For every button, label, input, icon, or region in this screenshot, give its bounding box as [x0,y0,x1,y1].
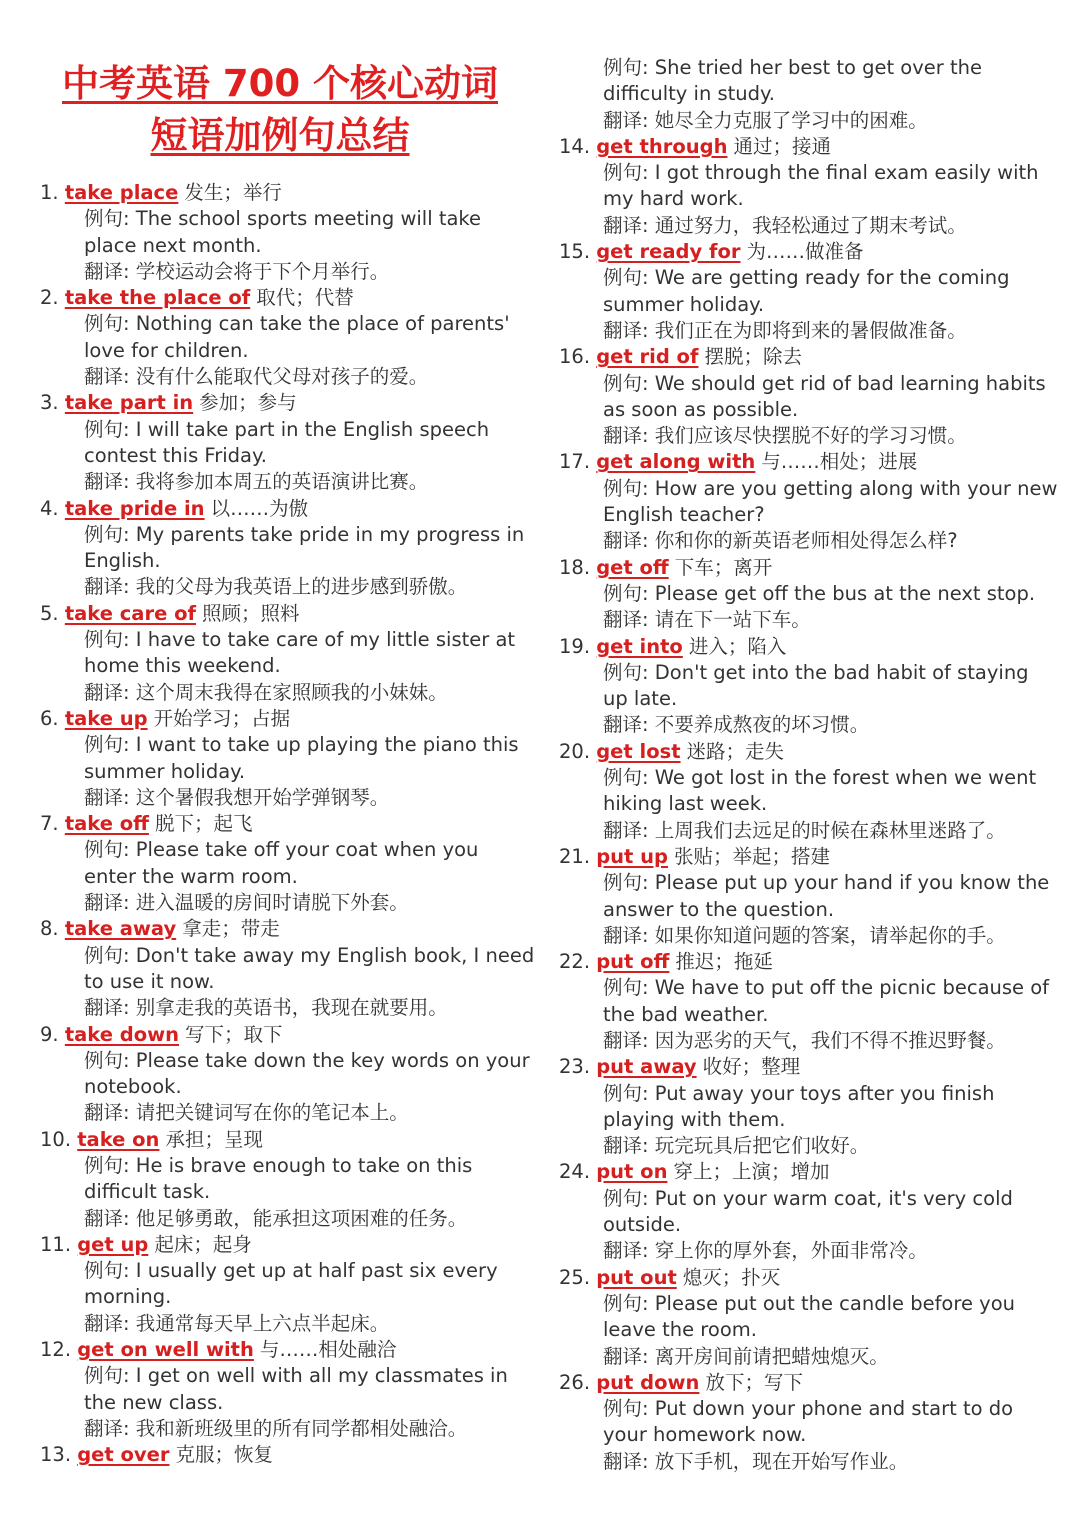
page-title [30,58,530,162]
translation-label: 翻译: [603,1028,655,1052]
example-text: We have to put off the picnic because of the bad weather. [603,976,1050,1026]
phrase-entry [40,285,535,390]
phrase-header [559,949,1059,975]
translation-sentence [559,423,1059,449]
translation-text: 我们应该尽快摆脱不好的学习习惯。 [654,424,967,448]
translation-label: 翻译: [84,680,136,704]
entry-number: 23. [559,1055,591,1079]
translation-label: 翻译: [603,1239,655,1263]
phrase-meaning: 摆脱；除去 [704,345,802,369]
phrase-entry [40,601,535,706]
entry-number: 18. [559,555,591,579]
phrase-header [40,601,535,627]
verb-phrase: take care of [64,601,196,625]
translation-sentence [559,712,1059,738]
translation-text: 通过努力，我轻松通过了期末考试。 [654,213,967,237]
phrase-meaning: 进入；陷入 [688,634,787,658]
verb-phrase: take away [64,917,177,941]
phrase-meaning: 克服；恢复 [175,1443,273,1467]
translation-text: 我的父母为我英语上的进步感到骄傲。 [135,575,468,599]
phrase-entry [559,1054,1059,1159]
entry-number: 20. [559,739,591,763]
phrase-entry [559,55,1059,134]
phrase-entry [559,344,1059,449]
title-line-1: 中考英语 700 个核心动词 [62,62,498,105]
translation-label: 翻译: [84,1311,136,1335]
translation-sentence [559,1028,1059,1054]
example-sentence [559,581,1059,607]
phrase-entry [40,706,535,811]
translation-label: 翻译: [603,923,655,947]
phrase-header [40,1442,535,1468]
example-sentence [40,627,535,680]
translation-text: 放下手机，现在开始写作业。 [654,1449,909,1473]
example-label: 例句: [603,1081,655,1105]
entry-number: 17. [559,450,591,474]
example-label: 例句: [603,266,655,290]
verb-phrase: get on well with [77,1338,254,1362]
right-column [559,55,1059,1475]
example-text: I get on well with all my classmates in the new class. [84,1364,508,1414]
example-label: 例句: [603,976,655,1000]
phrase-entry [40,390,535,495]
example-sentence [40,522,535,575]
verb-phrase: put away [596,1055,697,1079]
phrase-meaning: 迷路；走失 [686,739,785,763]
translation-sentence [559,213,1059,239]
entry-number: 5. [40,601,59,625]
translation-text: 没有什么能取代父母对孩子的爱。 [135,365,429,389]
example-sentence [559,975,1059,1028]
translation-label: 翻译: [603,818,655,842]
phrase-meaning: 取代；代替 [256,286,354,310]
example-label: 例句: [84,417,136,441]
verb-phrase: get ready for [596,240,741,264]
example-label: 例句: [84,1364,136,1388]
example-text: We got lost in the forest when we went hiking last week. [603,766,1037,816]
example-label: 例句: [84,207,136,231]
phrase-header [40,1232,535,1258]
example-sentence [559,55,1059,108]
translation-label: 翻译: [84,575,136,599]
translation-sentence [40,364,535,390]
verb-phrase: take the place of [64,286,251,310]
phrase-header [559,739,1059,765]
phrase-meaning: 写下；取下 [185,1022,283,1046]
phrase-entry [40,1232,535,1337]
verb-phrase: get rid of [596,345,699,369]
translation-label: 翻译: [603,108,655,132]
translation-text: 离开房间前请把蜡烛熄灭。 [654,1344,889,1368]
translation-sentence [40,890,535,916]
example-text: She tried her best to get over the difficulty in study. [603,56,982,106]
example-text: Please put up your hand if you know the answer to the question. [603,871,1050,921]
phrase-meaning: 放下；写下 [705,1370,803,1394]
phrase-entry [40,1337,535,1442]
translation-label: 翻译: [84,996,136,1020]
translation-label: 翻译: [84,470,136,494]
phrase-header [40,180,535,206]
translation-sentence [40,1416,535,1442]
example-sentence [559,660,1059,713]
example-label: 例句: [84,1048,136,1072]
example-label: 例句: [603,161,655,185]
example-sentence [40,1258,535,1311]
example-label: 例句: [84,1259,136,1283]
translation-text: 我将参加本周五的英语演讲比赛。 [135,470,429,494]
phrase-entry [559,134,1059,239]
example-label: 例句: [603,581,655,605]
example-text: Please take off your coat when you enter the warm room. [84,838,479,888]
phrase-meaning: 以……为傲 [210,496,309,520]
example-sentence [559,1186,1059,1239]
example-label: 例句: [84,628,136,652]
example-text: I will take part in the English speech contest this Friday. [84,417,490,467]
entry-number: 15. [559,240,591,264]
phrase-meaning: 推迟；拖延 [675,950,773,974]
translation-text: 我们正在为即将到来的暑假做准备。 [654,318,967,342]
example-label: 例句: [603,660,655,684]
example-label: 例句: [603,871,655,895]
phrase-entry [40,1127,535,1232]
verb-phrase: take off [64,812,149,836]
translation-text: 我通常每天早上六点半起床。 [135,1311,390,1335]
example-text: Please take down the key words on your notebook. [84,1048,530,1099]
entry-number: 8. [40,917,59,941]
translation-sentence [559,108,1059,134]
translation-text: 别拿走我的英语书，我现在就要用。 [135,996,448,1020]
translation-label: 翻译: [84,1101,136,1125]
example-text: Put down your phone and start to do your homework now. [603,1397,1014,1447]
translation-text: 学校运动会将于下个月举行。 [135,259,390,283]
example-text: I want to take up playing the piano this summer holiday. [84,733,519,783]
phrase-header [40,1337,535,1363]
verb-phrase: take pride in [64,496,205,520]
translation-label: 翻译: [84,891,136,915]
translation-sentence [40,785,535,811]
example-text: I usually get up at half past six every morning. [84,1259,498,1309]
example-label: 例句: [603,1397,655,1421]
phrase-header [40,285,535,311]
example-label: 例句: [84,943,136,967]
translation-label: 翻译: [84,1416,136,1440]
phrase-entry [559,555,1059,634]
phrase-header [40,811,535,837]
verb-phrase: take on [77,1127,160,1151]
example-sentence [40,732,535,785]
entry-number: 25. [559,1265,591,1289]
example-sentence [559,371,1059,424]
phrase-header [40,706,535,732]
entry-number: 24. [559,1160,591,1184]
entry-number: 4. [40,496,59,520]
translation-sentence [40,1206,535,1232]
translation-sentence [40,574,535,600]
phrase-meaning: 为……做准备 [746,240,864,264]
translation-label: 翻译: [603,318,655,342]
translation-sentence [559,818,1059,844]
entry-number: 19. [559,634,591,658]
entry-number: 12. [40,1338,72,1362]
example-text: He is brave enough to take on this difficult task. [84,1153,473,1204]
example-label: 例句: [84,1153,136,1177]
translation-sentence [559,1344,1059,1370]
translation-sentence [559,1133,1059,1159]
example-sentence [40,837,535,890]
phrase-entry [40,1022,535,1127]
verb-phrase: put out [596,1265,677,1289]
phrase-header [40,916,535,942]
verb-phrase: get into [596,634,683,658]
translation-text: 不要养成熬夜的坏习惯。 [654,713,870,737]
translation-sentence [40,469,535,495]
example-sentence [559,1396,1059,1449]
translation-text: 请在下一站下车。 [654,608,811,632]
phrase-header [559,1159,1059,1185]
entry-number: 13. [40,1443,72,1467]
verb-phrase: get over [77,1443,170,1467]
example-text: Don't take away my English book, I need to use it now. [84,943,535,993]
example-text: Please put out the candle before you leave the room. [603,1291,1015,1342]
verb-phrase: take part in [64,391,194,415]
example-label: 例句: [603,1186,655,1210]
translation-text: 你和你的新英语老师相处得怎么样? [654,529,958,553]
example-label: 例句: [84,733,136,757]
translation-label: 翻译: [84,785,136,809]
translation-label: 翻译: [603,1449,655,1473]
translation-label: 翻译: [603,424,655,448]
phrase-entry [559,1159,1059,1264]
translation-label: 翻译: [84,259,136,283]
entry-number: 3. [40,391,59,415]
translation-label: 翻译: [603,1344,655,1368]
phrase-entry [559,739,1059,844]
example-label: 例句: [603,56,655,79]
example-sentence [559,160,1059,213]
entry-number: 21. [559,844,591,868]
entry-number: 2. [40,286,59,310]
phrase-entry [40,811,535,916]
phrase-header [559,555,1059,581]
example-label: 例句: [84,838,136,862]
entry-number: 11. [40,1232,72,1256]
translation-text: 玩完玩具后把它们收好。 [654,1134,870,1158]
example-sentence [40,417,535,470]
translation-sentence [559,607,1059,633]
phrase-entry [559,844,1059,949]
phrase-meaning: 与……相处融洽 [259,1338,397,1362]
translation-sentence [40,1311,535,1337]
verb-phrase: get through [596,134,728,158]
entry-number: 1. [40,181,59,204]
example-text: We are getting ready for the coming summer holiday. [603,266,1010,316]
translation-label: 翻译: [603,713,655,737]
example-text: How are you getting along with your new English teacher? [603,476,1058,527]
phrase-meaning: 照顾；照料 [201,601,300,625]
example-text: I got through the final exam easily with my hard work. [603,161,1039,211]
verb-phrase: take down [64,1022,180,1046]
phrase-header [559,1054,1059,1080]
example-text: I have to take care of my little sister at home this weekend. [84,628,516,678]
entry-number: 10. [40,1127,72,1151]
example-sentence [40,1153,535,1206]
phrase-header [559,134,1059,160]
translation-label: 翻译: [603,529,655,553]
verb-phrase: get up [77,1232,149,1256]
translation-label: 翻译: [603,608,655,632]
phrase-entry [559,239,1059,344]
entry-number: 26. [559,1370,591,1394]
phrase-meaning: 发生；举行 [184,181,282,204]
example-sentence [559,265,1059,318]
phrase-meaning: 参加；参与 [199,391,297,415]
translation-text: 这个周末我得在家照顾我的小妹妹。 [135,680,448,704]
entry-number: 16. [559,345,591,369]
example-sentence [559,476,1059,529]
example-sentence [40,943,535,996]
translation-sentence [40,995,535,1021]
translation-label: 翻译: [84,365,136,389]
example-text: Put away your toys after you finish playing with them. [603,1081,995,1131]
title-line-2: 短语加例句总结 [150,114,410,157]
translation-label: 翻译: [603,1134,655,1158]
phrase-entry [559,1370,1059,1475]
example-text: Put on your warm coat, it's very cold outside. [603,1186,1013,1237]
translation-text: 这个暑假我想开始学弹钢琴。 [135,785,390,809]
phrase-header [40,496,535,522]
phrase-meaning: 张贴；举起；搭建 [674,844,831,868]
translation-sentence [559,318,1059,344]
translation-sentence [559,528,1059,554]
phrase-header [559,844,1059,870]
phrase-meaning: 通过；接通 [733,134,831,158]
verb-phrase: put on [596,1160,668,1184]
entry-number: 6. [40,706,59,730]
translation-text: 他足够勇敢，能承担这项困难的任务。 [135,1206,468,1230]
phrase-entry [40,496,535,601]
phrase-header [40,390,535,416]
translation-text: 因为恶劣的天气，我们不得不推迟野餐。 [654,1028,1006,1052]
example-label: 例句: [603,371,655,395]
phrase-entry [559,449,1059,554]
phrase-meaning: 与……相处；进展 [761,450,918,474]
phrase-meaning: 拿走；带走 [182,917,280,941]
left-column [40,180,535,1469]
phrase-entry [559,634,1059,739]
verb-phrase: get off [596,555,669,579]
translation-text: 她尽全力克服了学习中的困难。 [654,108,928,132]
phrase-header [559,239,1059,265]
entry-number: 9. [40,1022,59,1046]
translation-label: 翻译: [603,213,655,237]
phrase-entry [40,916,535,1021]
translation-text: 如果你知道问题的答案，请举起你的手。 [654,923,1006,947]
entry-number: 7. [40,812,59,836]
translation-sentence [40,1100,535,1126]
example-sentence [559,1081,1059,1134]
example-label: 例句: [603,1291,655,1315]
phrase-meaning: 承担；呈现 [165,1127,263,1151]
phrase-meaning: 脱下；起飞 [154,812,253,836]
phrase-meaning: 熄灭；扑灭 [682,1265,781,1289]
entry-number: 22. [559,950,591,974]
example-text: Nothing can take the place of parents' love for children. [84,312,510,362]
translation-sentence [40,680,535,706]
example-label: 例句: [603,766,655,790]
translation-sentence [559,923,1059,949]
example-text: Don't get into the bad habit of staying up late. [603,660,1029,711]
example-text: Please get off the bus at the next stop. [654,581,1036,605]
phrase-meaning: 起床；起身 [154,1232,252,1256]
phrase-meaning: 下车；离开 [674,555,773,579]
translation-text: 进入温暖的房间时请脱下外套。 [135,891,409,915]
example-label: 例句: [603,476,655,500]
verb-phrase: take up [64,706,148,730]
verb-phrase: get lost [596,739,681,763]
translation-text: 请把关键词写在你的笔记本上。 [135,1101,409,1125]
verb-phrase: put off [596,950,670,974]
phrase-entry [40,1442,535,1468]
verb-phrase: put up [596,844,669,868]
phrase-meaning: 开始学习；占据 [153,706,291,730]
phrase-meaning: 穿上；上演；增加 [673,1160,830,1184]
phrase-header [559,449,1059,475]
phrase-header [559,1265,1059,1291]
phrase-header [559,634,1059,660]
translation-sentence [40,259,535,285]
example-sentence [40,311,535,364]
example-label: 例句: [84,522,136,546]
example-sentence [559,870,1059,923]
phrase-meaning: 收好；整理 [702,1055,801,1079]
verb-phrase: get along with [596,450,756,474]
phrase-entry [559,1265,1059,1370]
phrase-header [559,344,1059,370]
example-text: My parents take pride in my progress in English. [84,522,525,573]
verb-phrase: put down [596,1370,700,1394]
example-sentence [40,1048,535,1101]
translation-text: 上周我们去远足的时候在森林里迷路了。 [654,818,1006,842]
phrase-entry [559,949,1059,1054]
translation-sentence [559,1449,1059,1475]
translation-sentence [559,1238,1059,1264]
example-sentence [559,765,1059,818]
phrase-header [40,1127,535,1153]
example-text: The school sports meeting will take place next month. [84,207,482,257]
example-sentence [559,1291,1059,1344]
entry-number: 14. [559,134,591,158]
phrase-header [40,1022,535,1048]
translation-label: 翻译: [84,1206,136,1230]
example-label: 例句: [84,312,136,336]
example-sentence [40,1363,535,1416]
phrase-header [559,1370,1059,1396]
example-sentence [40,206,535,259]
example-text: We should get rid of bad learning habits as soon as possible. [603,371,1046,421]
verb-phrase: take place [64,181,179,204]
phrase-entry [40,180,535,285]
translation-text: 穿上你的厚外套，外面非常冷。 [654,1239,928,1263]
translation-text: 我和新班级里的所有同学都相处融洽。 [135,1416,468,1440]
